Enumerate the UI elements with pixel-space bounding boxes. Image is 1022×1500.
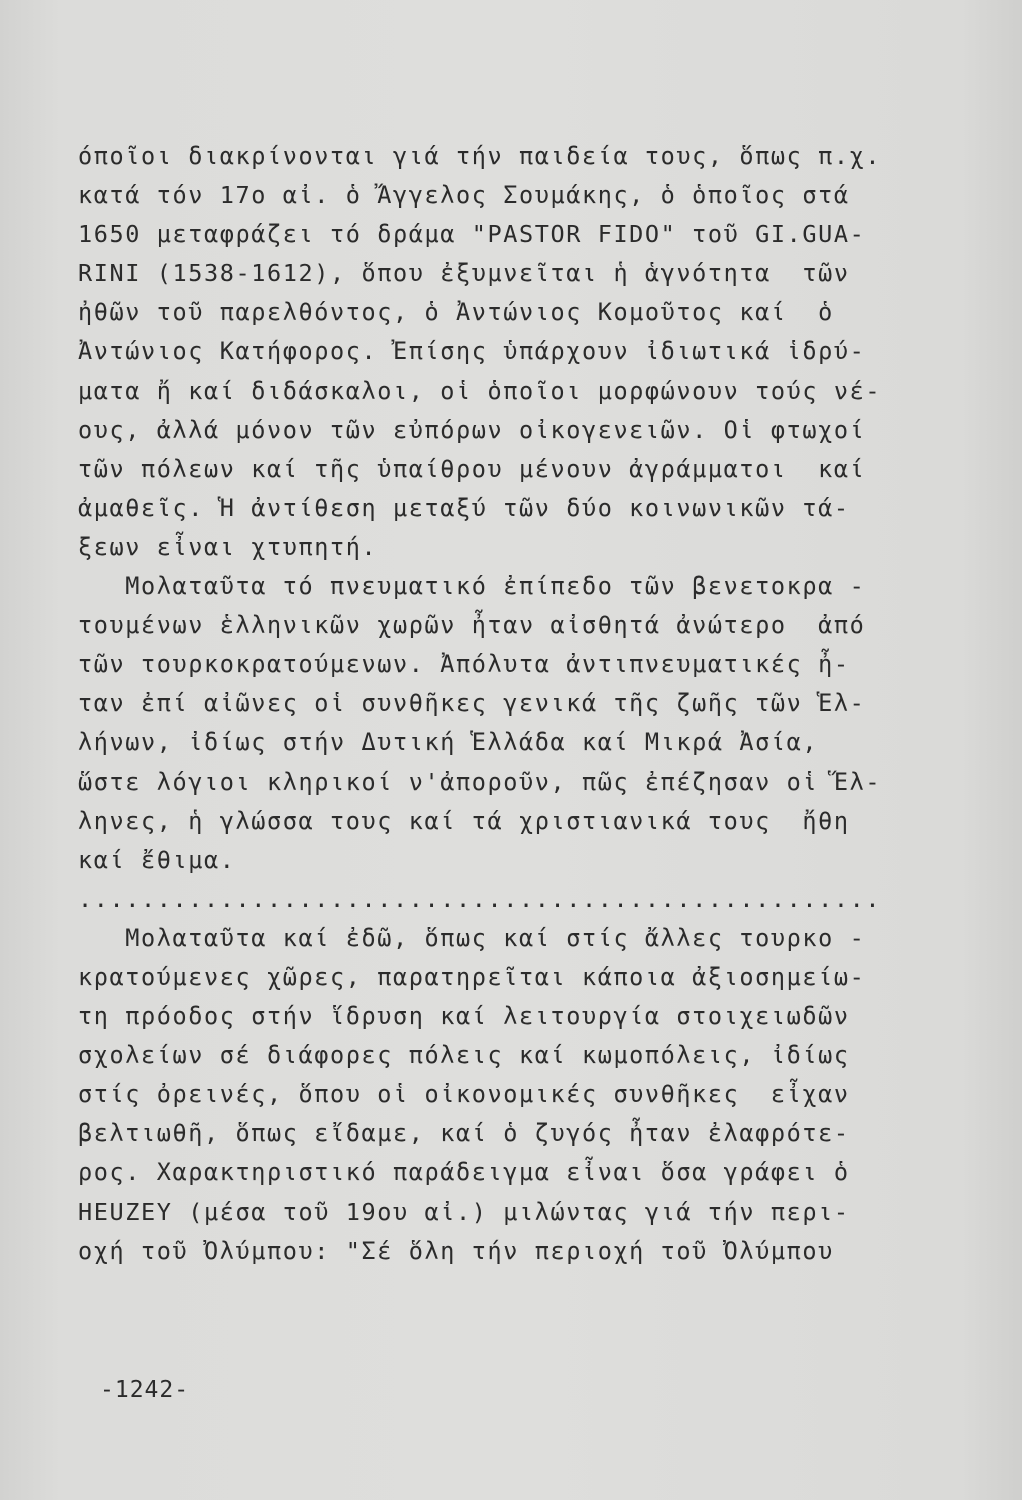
- body-text: [78, 137, 938, 1271]
- text-line: όποῖοι διακρίνονται γιά τήν παιδεία τους, ὅπως π.χ.: [78, 142, 882, 170]
- text-line: HEUZEY (μέσα τοῦ 19ου αἰ.) μιλώντας γιά τήν περι-: [78, 1197, 850, 1226]
- text-line: τῶν πόλεων καί τῆς ὑπαίθρου μένουν ἀγράμματοι καί: [78, 454, 866, 483]
- text-line: οχή τοῦ Ὀλύμπου: "Σέ ὅλη τήν περιοχή τοῦ Ὀλύμπου: [78, 1236, 834, 1265]
- text-line: κρατούμενες χῶρες, παρατηρεῖται κάποια ἀξιοσημείω-: [78, 962, 866, 991]
- text-line: στίς ὀρεινές, ὅπου οἱ οἰκονομικές συνθῆκες εἶχαν: [78, 1080, 850, 1109]
- text-line: ξεων εἶναι χτυπητή.: [78, 532, 378, 561]
- text-line: ὥστε λόγιοι κληρικοί ν'ἀποροῦν, πῶς ἐπέζησαν οἱ Ἕλ-: [78, 767, 882, 796]
- text-line: Μολαταῦτα τό πνευματικό ἐπίπεδο τῶν βενετοκρα -: [78, 572, 866, 601]
- text-line: λήνων, ἰδίως στήν Δυτική Ἑλλάδα καί Μικρά Ἀσία,: [78, 728, 819, 757]
- text-line: τῶν τουρκοκρατούμενων. Ἀπόλυτα ἀντιπνευματικές ἦ-: [78, 650, 850, 679]
- text-line: ἀμαθεῖς. Ἡ ἀντίθεση μεταξύ τῶν δύο κοινωνικῶν τά-: [78, 493, 850, 522]
- dotted-separator: ...................................................: [78, 884, 882, 913]
- text-line: τουμένων ἑλληνικῶν χωρῶν ἦταν αἰσθητά ἀνώτερο ἀπό: [78, 611, 866, 640]
- text-line: καί ἔθιμα.: [78, 845, 236, 874]
- text-line: βελτιωθῆ, ὅπως εἴδαμε, καί ὁ ζυγός ἦταν ἐλαφρότε-: [78, 1119, 850, 1148]
- text-line: ἠθῶν τοῦ παρελθόντος, ὁ Ἀντώνιος Κομοῦτος καί ὁ: [78, 298, 834, 327]
- text-line: σχολείων σέ διάφορες πόλεις καί κωμοπόλεις, ἰδίως: [78, 1041, 850, 1070]
- text-line: RINI (1538-1612), ὅπου ἐξυμνεῖται ἡ ἁγνότητα τῶν: [78, 259, 850, 288]
- text-line: κατά τόν 17ο αἰ. ὁ Ἄγγελος Σουμάκης, ὁ ὁποῖος στά: [78, 181, 850, 210]
- text-line: Ἀντώνιος Κατήφορος. Ἐπίσης ὑπάρχουν ἰδιωτικά ἱδρύ-: [78, 337, 866, 366]
- text-line: Μολαταῦτα καί ἐδῶ, ὅπως καί στίς ἄλλες τουρκο -: [78, 923, 866, 952]
- text-line: ματα ἤ καί διδάσκαλοι, οἱ ὁποῖοι μορφώνουν τούς νέ-: [78, 376, 882, 405]
- text-line: ληνες, ἡ γλώσσα τους καί τά χριστιανικά τους ἤθη: [78, 806, 850, 835]
- text-line: ταν ἐπί αἰῶνες οἱ συνθῆκες γενικά τῆς ζωῆς τῶν Ἑλ-: [78, 689, 866, 718]
- text-line: ρος. Χαρακτηριστικό παράδειγμα εἶναι ὅσα γράφει ὁ: [78, 1158, 850, 1187]
- text-line: 1650 μεταφράζει τό δράμα "PASTOR FIDO" τοῦ GI.GUA-: [78, 220, 866, 249]
- text-line: τη πρόοδος στήν ἵδρυση καί λειτουργία στοιχειωδῶν: [78, 1002, 850, 1031]
- text-line: ους, ἀλλά μόνον τῶν εὐπόρων οἰκογενειῶν. Οἱ φτωχοί: [78, 415, 866, 444]
- page-number: -1242-: [100, 1377, 190, 1403]
